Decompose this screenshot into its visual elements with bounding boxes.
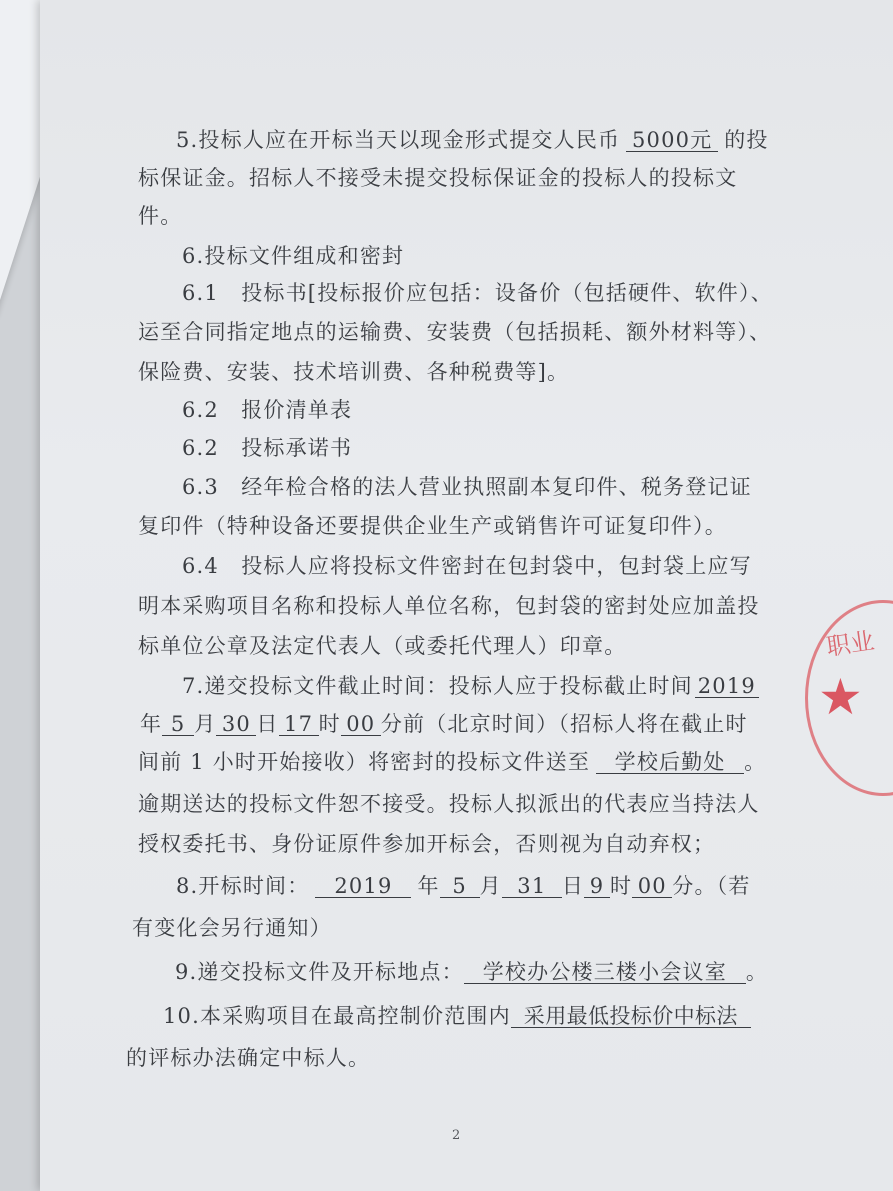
clause-6-4-line-3: 标单位公章及法定代表人（或委托代理人）印章。 bbox=[138, 634, 627, 658]
clause-10-text: 10.本采购项目在最高控制价范围内 bbox=[163, 1004, 511, 1028]
clause-5-text: 5.投标人应在开标当天以现金形式提交人民币 bbox=[176, 128, 621, 152]
clause-7-line-4: 逾期送达的投标文件恕不接受。投标人拟派出的代表应当持法人 bbox=[138, 792, 760, 816]
deadline-minute: 00 bbox=[341, 713, 381, 736]
day-unit: 日 bbox=[256, 712, 279, 736]
clause-6-3-line-1: 6.3 经年检合格的法人营业执照副本复印件、税务登记证 bbox=[182, 475, 752, 499]
evaluation-method: 采用最低投标价中标法 bbox=[511, 1005, 751, 1028]
deadline-hour: 17 bbox=[279, 713, 319, 736]
month-unit: 月 bbox=[194, 712, 217, 736]
deadline-month: 5 bbox=[162, 713, 194, 736]
opening-day: 31 bbox=[502, 875, 562, 898]
day-unit: 日 bbox=[561, 874, 585, 898]
clause-8-text: 8.开标时间： bbox=[176, 874, 310, 898]
clause-5-line-1 bbox=[176, 124, 769, 154]
clause-6-2-commitment: 6.2 投标承诺书 bbox=[182, 436, 353, 460]
clause-8-line-1 bbox=[176, 870, 751, 900]
year-unit: 年 bbox=[140, 712, 163, 736]
hour-unit: 时 bbox=[318, 712, 341, 736]
year-unit: 年 bbox=[417, 874, 440, 898]
deadline-day: 30 bbox=[216, 713, 256, 736]
clause-6-heading: 6.投标文件组成和密封 bbox=[182, 244, 405, 268]
clause-7-period: 。 bbox=[744, 750, 767, 774]
clause-7-text-2: 分前（北京时间）（招标人将在截止时 bbox=[380, 712, 748, 736]
opening-month: 5 bbox=[440, 875, 480, 898]
deadline-year: 2019 bbox=[695, 675, 759, 698]
stamp-text: 职业 bbox=[824, 626, 877, 662]
clause-7-line-5: 授权委托书、身份证原件参加开标会，否则视为自动弃权； bbox=[138, 832, 716, 856]
page-number: 2 bbox=[452, 1128, 461, 1143]
clause-8-end: 分。（若 bbox=[672, 874, 751, 898]
deposit-amount: 5000元 bbox=[626, 129, 718, 152]
month-unit: 月 bbox=[479, 874, 502, 898]
clause-8-line-2: 有变化会另行通知） bbox=[132, 916, 332, 940]
clause-6-2-price-list: 6.2 报价清单表 bbox=[182, 398, 353, 422]
clause-10-line-1 bbox=[163, 1000, 751, 1030]
clause-7-text: 7.递交投标文件截止时间：投标人应于投标截止时间 bbox=[182, 674, 693, 698]
clause-5-text-end: 的投 bbox=[724, 128, 769, 152]
clause-9-period: 。 bbox=[745, 960, 769, 984]
clause-6-4-line-1: 6.4 投标人应将投标文件密封在包封袋中，包封袋上应写 bbox=[182, 554, 752, 578]
opening-year: 2019 bbox=[315, 875, 411, 898]
clause-7-line-2 bbox=[140, 708, 748, 738]
clause-6-1-line-3: 保险费、安装、技术培训费、各种税费等]。 bbox=[138, 360, 570, 384]
clause-7-text-3: 间前 1 小时开始接收）将密封的投标文件送至 bbox=[138, 750, 591, 774]
opening-hour: 9 bbox=[584, 875, 610, 898]
star-icon: ★ bbox=[818, 668, 863, 726]
clause-9-text: 9.递交投标文件及开标地点： bbox=[175, 960, 464, 984]
clause-6-1-line-2: 运至合同指定地点的运输费、安装费（包括损耗、额外材料等）、 bbox=[138, 320, 772, 344]
clause-6-1-line-1: 6.1 投标书[投标报价应包括：设备价（包括硬件、软件）、 bbox=[182, 281, 773, 305]
clause-6-4-line-2: 明本采购项目名称和投标人单位名称，包封袋的密封处应加盖投 bbox=[138, 594, 760, 618]
clause-7-line-1 bbox=[182, 670, 759, 700]
clause-6-3-line-2: 复印件（特种设备还要提供企业生产或销售许可证复印件）。 bbox=[138, 514, 727, 538]
clause-5-line-3: 件。 bbox=[138, 204, 183, 228]
clause-7-line-3 bbox=[138, 746, 766, 776]
opening-minute: 00 bbox=[632, 875, 672, 898]
submission-location: 学校后勤处 bbox=[596, 751, 744, 774]
hour-unit: 时 bbox=[610, 874, 633, 898]
clause-5-line-2: 标保证金。招标人不接受未提交投标保证金的投标人的投标文 bbox=[138, 166, 738, 190]
clause-10-line-2: 的评标办法确定中标人。 bbox=[126, 1046, 371, 1070]
clause-9-line bbox=[175, 956, 768, 986]
opening-location: 学校办公楼三楼小会议室 bbox=[464, 961, 746, 984]
